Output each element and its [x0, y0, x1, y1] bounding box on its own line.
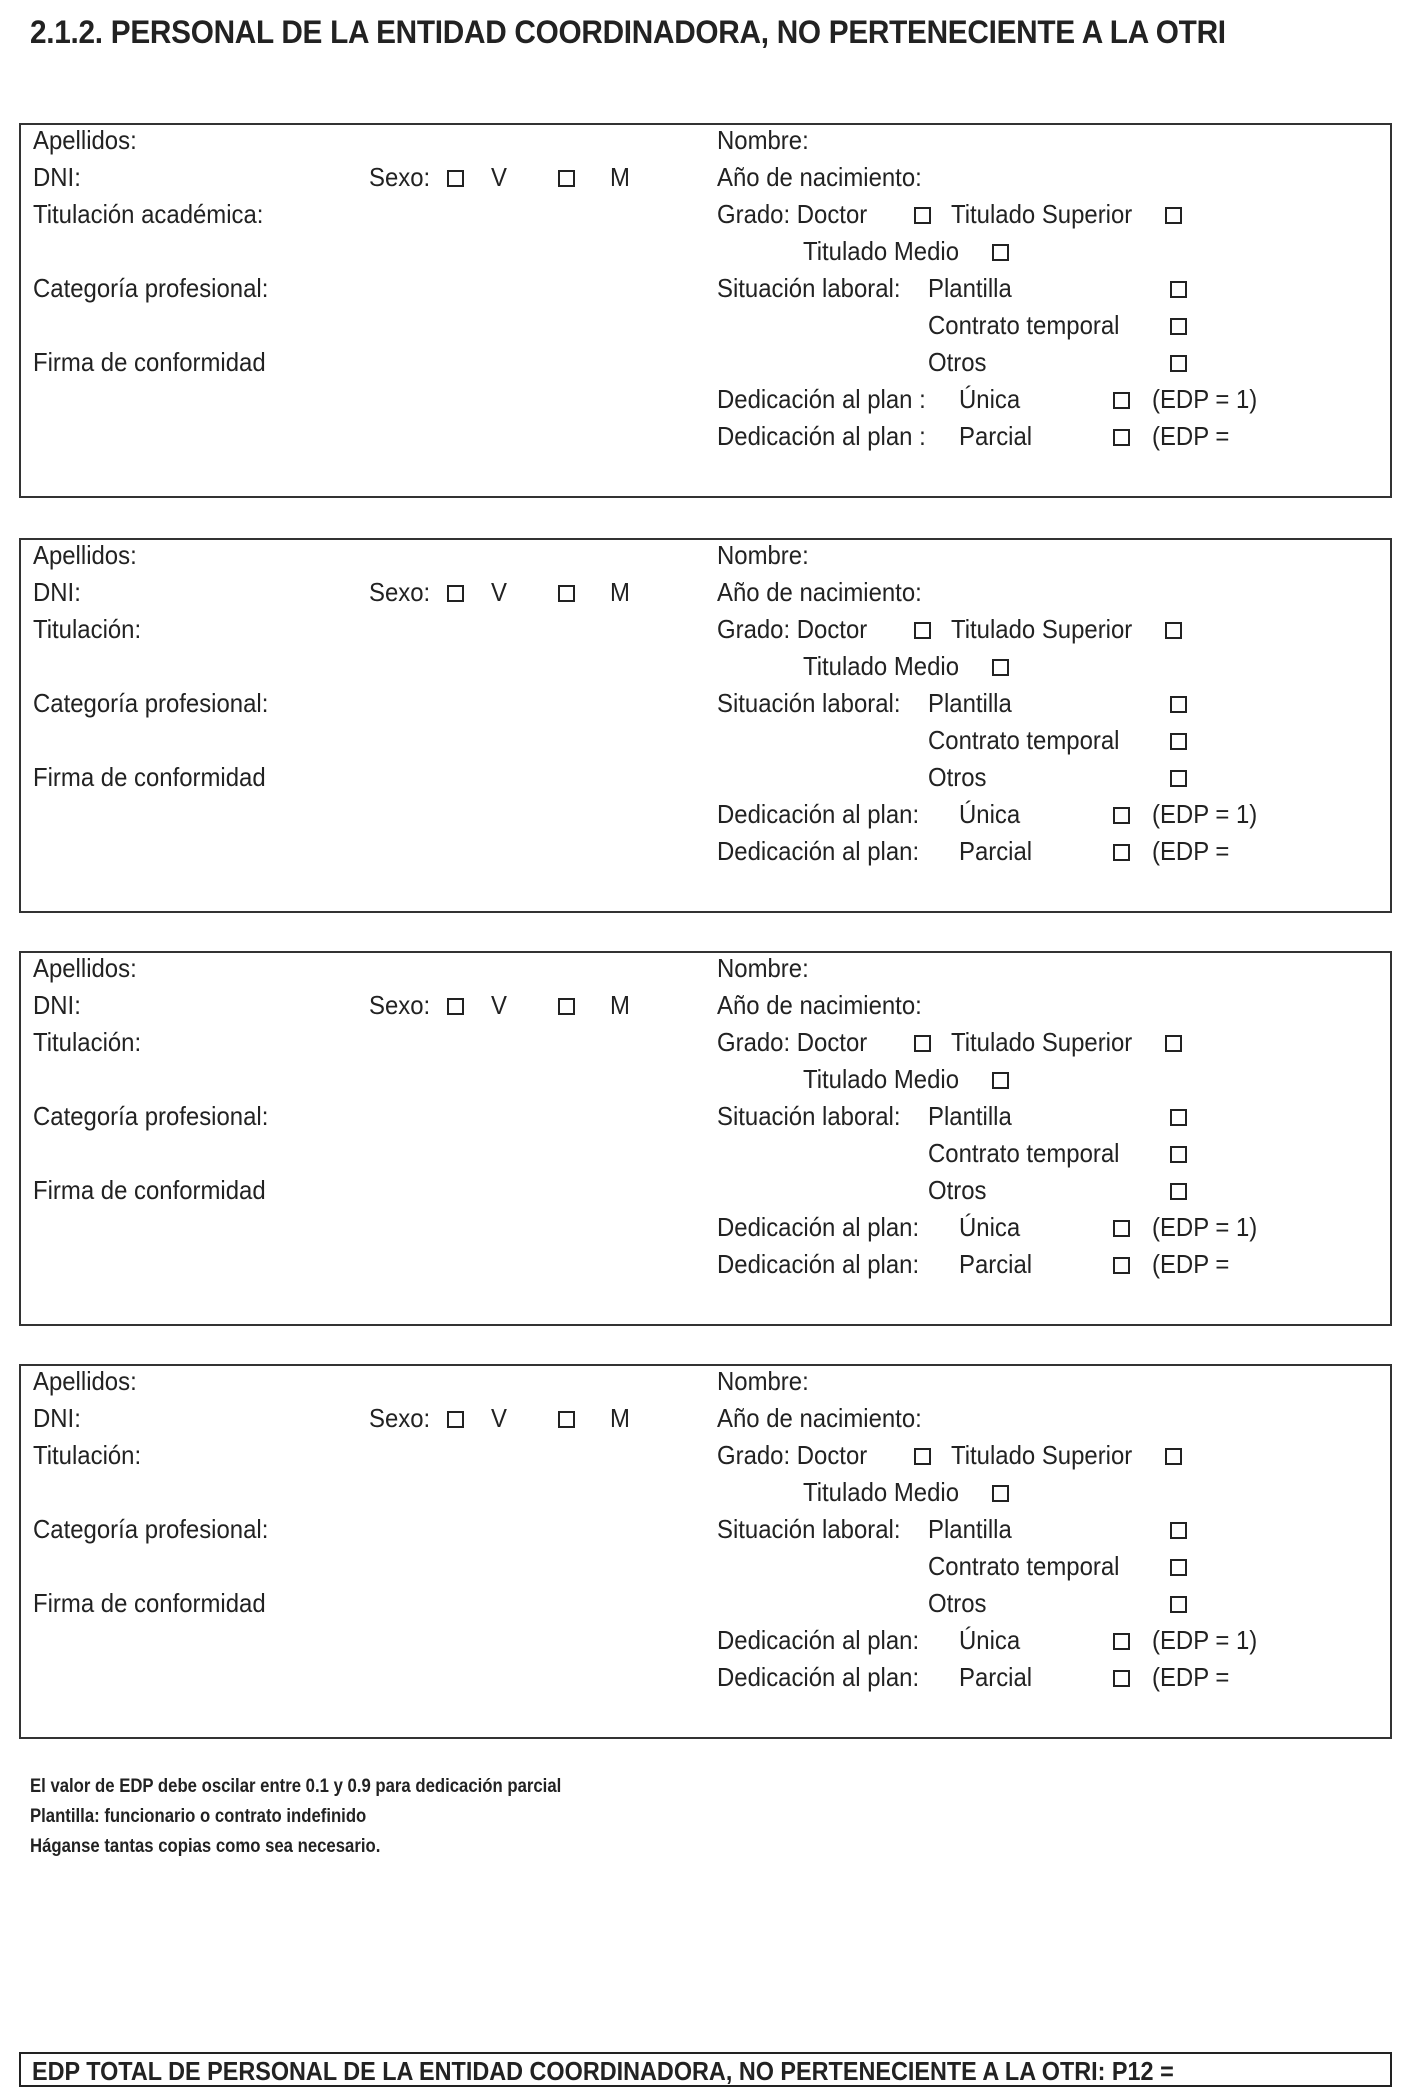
- apellidos-label: Apellidos:: [33, 125, 137, 155]
- plantilla-checkbox[interactable]: [1170, 1522, 1187, 1539]
- parcial-label: Parcial: [959, 1662, 1033, 1692]
- edp-label: (EDP =: [1152, 836, 1230, 866]
- sexo-m-label: M: [610, 577, 630, 607]
- otros-checkbox[interactable]: [1170, 355, 1187, 372]
- titulado-superior-checkbox[interactable]: [1165, 207, 1182, 224]
- doctor-checkbox[interactable]: [914, 1448, 931, 1465]
- sexo-label: Sexo:: [369, 577, 431, 607]
- firma-label: Firma de conformidad: [33, 347, 266, 377]
- otros-checkbox[interactable]: [1170, 1596, 1187, 1613]
- categoria-label: Categoría profesional:: [33, 273, 269, 303]
- page-title: 2.1.2. PERSONAL DE LA ENTIDAD COORDINADORA, NO PERTENECIENTE A LA OTRI: [30, 14, 1226, 50]
- doctor-checkbox[interactable]: [914, 207, 931, 224]
- dedicacion-unica-label: Dedicación al plan :: [717, 384, 926, 414]
- edp-label: (EDP =: [1152, 421, 1230, 451]
- titulacion-label: Titulación:: [33, 1027, 142, 1057]
- dni-label: DNI:: [33, 162, 81, 192]
- doctor-checkbox[interactable]: [914, 622, 931, 639]
- titulado-medio-label: Titulado Medio: [803, 651, 960, 681]
- nombre-label: Nombre:: [717, 953, 809, 983]
- edp-1-label: (EDP = 1): [1152, 799, 1258, 829]
- plantilla-checkbox[interactable]: [1170, 696, 1187, 713]
- plantilla-label: Plantilla: [928, 1101, 1012, 1131]
- titulado-superior-label: Titulado Superior: [951, 614, 1133, 644]
- unica-label: Única: [959, 384, 1021, 414]
- sexo-v-label: V: [491, 990, 507, 1020]
- otros-label: Otros: [928, 762, 987, 792]
- unica-label: Única: [959, 1212, 1021, 1242]
- personnel-form-3: [19, 951, 1392, 1326]
- grado-doctor-label: Grado: Doctor: [717, 1027, 868, 1057]
- dedicacion-unica-checkbox[interactable]: [1113, 1220, 1130, 1237]
- edp-label: (EDP =: [1152, 1662, 1230, 1692]
- categoria-label: Categoría profesional:: [33, 1514, 269, 1544]
- grado-doctor-label: Grado: Doctor: [717, 1440, 868, 1470]
- contrato-temporal-label: Contrato temporal: [928, 310, 1120, 340]
- edp-1-label: (EDP = 1): [1152, 1625, 1258, 1655]
- footnotes: [30, 1772, 561, 1862]
- sexo-v-label: V: [491, 162, 507, 192]
- titulacion-label: Titulación:: [33, 614, 142, 644]
- firma-label: Firma de conformidad: [33, 762, 266, 792]
- unica-label: Única: [959, 1625, 1021, 1655]
- plantilla-label: Plantilla: [928, 273, 1012, 303]
- contrato-temporal-label: Contrato temporal: [928, 725, 1120, 755]
- personnel-form-4: [19, 1364, 1392, 1739]
- plantilla-label: Plantilla: [928, 1514, 1012, 1544]
- note-copias: Háganse tantas copias como sea necesario.: [30, 1836, 381, 1857]
- contrato-temporal-label: Contrato temporal: [928, 1138, 1120, 1168]
- sexo-label: Sexo:: [369, 1403, 431, 1433]
- parcial-label: Parcial: [959, 421, 1033, 451]
- dedicacion-parcial-label: Dedicación al plan:: [717, 1249, 920, 1279]
- dni-label: DNI:: [33, 577, 81, 607]
- note-plantilla: Plantilla: funcionario o contrato indefinido: [30, 1806, 367, 1827]
- sexo-m-checkbox[interactable]: [558, 998, 575, 1015]
- sexo-v-checkbox[interactable]: [447, 1411, 464, 1428]
- nombre-label: Nombre:: [717, 1366, 809, 1396]
- dedicacion-parcial-label: Dedicación al plan:: [717, 836, 920, 866]
- titulado-medio-checkbox[interactable]: [992, 244, 1009, 261]
- contrato-temporal-label: Contrato temporal: [928, 1551, 1120, 1581]
- sexo-v-label: V: [491, 577, 507, 607]
- personnel-form-2: [19, 538, 1392, 913]
- unica-label: Única: [959, 799, 1021, 829]
- dedicacion-unica-label: Dedicación al plan:: [717, 1212, 920, 1242]
- situacion-label: Situación laboral:: [717, 1101, 901, 1131]
- sexo-v-checkbox[interactable]: [447, 585, 464, 602]
- sexo-v-checkbox[interactable]: [447, 998, 464, 1015]
- sexo-m-checkbox[interactable]: [558, 170, 575, 187]
- otros-checkbox[interactable]: [1170, 770, 1187, 787]
- otros-checkbox[interactable]: [1170, 1183, 1187, 1200]
- nombre-label: Nombre:: [717, 540, 809, 570]
- titulado-superior-label: Titulado Superior: [951, 199, 1133, 229]
- apellidos-label: Apellidos:: [33, 953, 137, 983]
- sexo-v-checkbox[interactable]: [447, 170, 464, 187]
- sexo-label: Sexo:: [369, 990, 431, 1020]
- anio-label: Año de nacimiento:: [717, 577, 922, 607]
- titulacion-label: Titulación:: [33, 1440, 142, 1470]
- dedicacion-parcial-checkbox[interactable]: [1113, 844, 1130, 861]
- sexo-m-checkbox[interactable]: [558, 1411, 575, 1428]
- edp-total-label: EDP TOTAL DE PERSONAL DE LA ENTIDAD COORDINADORA, NO PERTENECIENTE A LA OTRI: P12 =: [32, 2056, 1174, 2086]
- grado-doctor-label: Grado: Doctor: [717, 614, 868, 644]
- edp-total-box[interactable]: [19, 2052, 1392, 2087]
- titulado-medio-checkbox[interactable]: [992, 659, 1009, 676]
- situacion-label: Situación laboral:: [717, 273, 901, 303]
- sexo-m-label: M: [610, 990, 630, 1020]
- titulado-superior-checkbox[interactable]: [1165, 1448, 1182, 1465]
- dedicacion-parcial-label: Dedicación al plan:: [717, 1662, 920, 1692]
- titulado-medio-label: Titulado Medio: [803, 236, 960, 266]
- otros-label: Otros: [928, 1175, 987, 1205]
- contrato-temporal-checkbox[interactable]: [1170, 733, 1187, 750]
- parcial-label: Parcial: [959, 836, 1033, 866]
- sexo-m-label: M: [610, 162, 630, 192]
- titulacion-label: Titulación académica:: [33, 199, 264, 229]
- anio-label: Año de nacimiento:: [717, 162, 922, 192]
- doctor-checkbox[interactable]: [914, 1035, 931, 1052]
- situacion-label: Situación laboral:: [717, 688, 901, 718]
- sexo-label: Sexo:: [369, 162, 431, 192]
- firma-label: Firma de conformidad: [33, 1588, 266, 1618]
- titulado-superior-checkbox[interactable]: [1165, 622, 1182, 639]
- sexo-m-label: M: [610, 1403, 630, 1433]
- anio-label: Año de nacimiento:: [717, 990, 922, 1020]
- dedicacion-parcial-checkbox[interactable]: [1113, 1670, 1130, 1687]
- contrato-temporal-checkbox[interactable]: [1170, 318, 1187, 335]
- edp-1-label: (EDP = 1): [1152, 1212, 1258, 1242]
- titulado-superior-checkbox[interactable]: [1165, 1035, 1182, 1052]
- anio-label: Año de nacimiento:: [717, 1403, 922, 1433]
- contrato-temporal-checkbox[interactable]: [1170, 1146, 1187, 1163]
- dedicacion-unica-checkbox[interactable]: [1113, 1633, 1130, 1650]
- titulado-superior-label: Titulado Superior: [951, 1440, 1133, 1470]
- dedicacion-parcial-label: Dedicación al plan :: [717, 421, 926, 451]
- plantilla-checkbox[interactable]: [1170, 1109, 1187, 1126]
- edp-1-label: (EDP = 1): [1152, 384, 1258, 414]
- plantilla-label: Plantilla: [928, 688, 1012, 718]
- dni-label: DNI:: [33, 1403, 81, 1433]
- otros-label: Otros: [928, 347, 987, 377]
- situacion-label: Situación laboral:: [717, 1514, 901, 1544]
- dedicacion-parcial-checkbox[interactable]: [1113, 1257, 1130, 1274]
- apellidos-label: Apellidos:: [33, 540, 137, 570]
- personnel-form-1: [19, 123, 1392, 498]
- titulado-medio-label: Titulado Medio: [803, 1477, 960, 1507]
- categoria-label: Categoría profesional:: [33, 688, 269, 718]
- dedicacion-parcial-checkbox[interactable]: [1113, 429, 1130, 446]
- dedicacion-unica-checkbox[interactable]: [1113, 807, 1130, 824]
- titulado-medio-checkbox[interactable]: [992, 1072, 1009, 1089]
- dedicacion-unica-checkbox[interactable]: [1113, 392, 1130, 409]
- dedicacion-unica-label: Dedicación al plan:: [717, 799, 920, 829]
- sexo-v-label: V: [491, 1403, 507, 1433]
- note-edp: El valor de EDP debe oscilar entre 0.1 y 0.9 para dedicación parcial: [30, 1776, 562, 1797]
- sexo-m-checkbox[interactable]: [558, 585, 575, 602]
- categoria-label: Categoría profesional:: [33, 1101, 269, 1131]
- contrato-temporal-checkbox[interactable]: [1170, 1559, 1187, 1576]
- plantilla-checkbox[interactable]: [1170, 281, 1187, 298]
- dni-label: DNI:: [33, 990, 81, 1020]
- otros-label: Otros: [928, 1588, 987, 1618]
- titulado-superior-label: Titulado Superior: [951, 1027, 1133, 1057]
- nombre-label: Nombre:: [717, 125, 809, 155]
- firma-label: Firma de conformidad: [33, 1175, 266, 1205]
- dedicacion-unica-label: Dedicación al plan:: [717, 1625, 920, 1655]
- apellidos-label: Apellidos:: [33, 1366, 137, 1396]
- titulado-medio-label: Titulado Medio: [803, 1064, 960, 1094]
- titulado-medio-checkbox[interactable]: [992, 1485, 1009, 1502]
- edp-label: (EDP =: [1152, 1249, 1230, 1279]
- parcial-label: Parcial: [959, 1249, 1033, 1279]
- grado-doctor-label: Grado: Doctor: [717, 199, 868, 229]
